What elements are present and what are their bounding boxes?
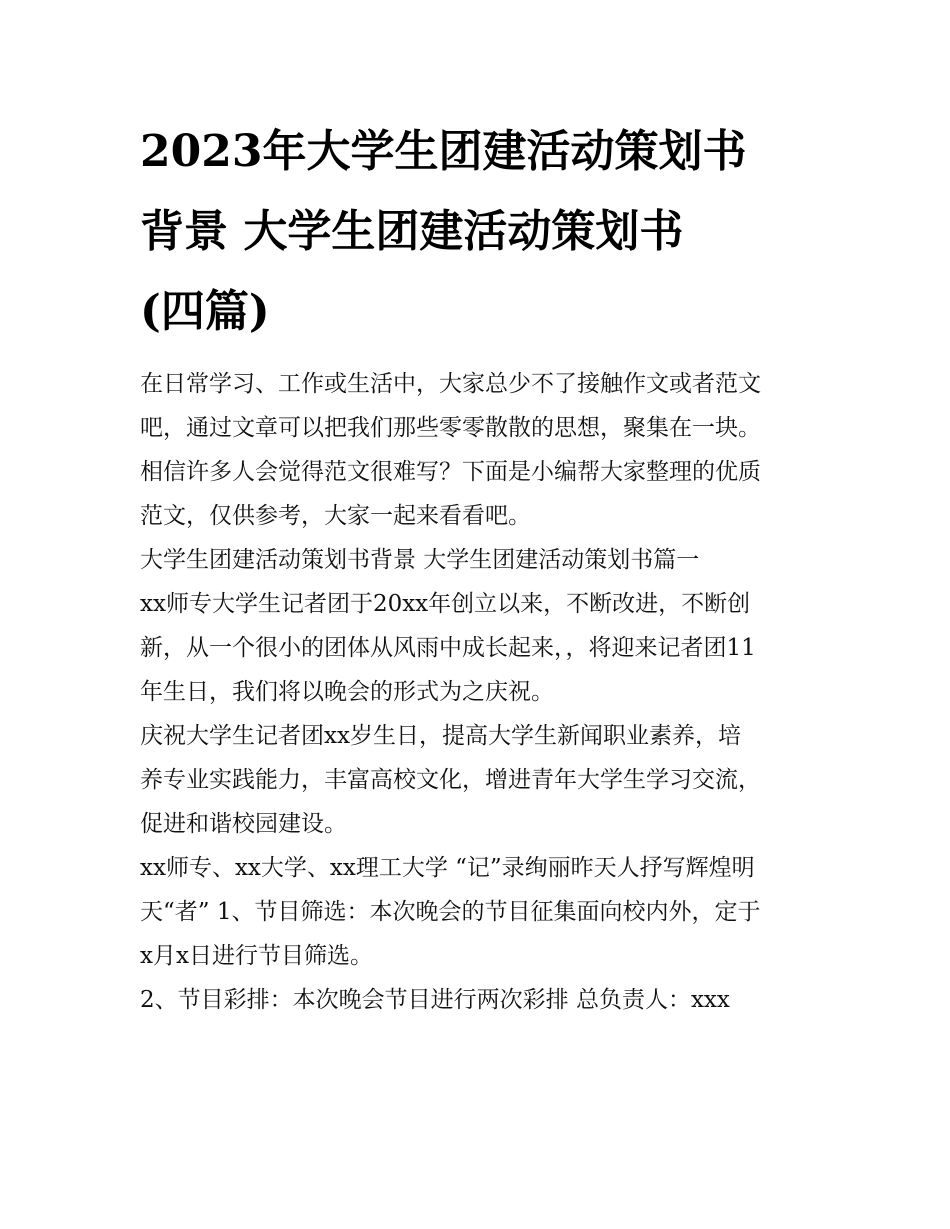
paragraph-line: 2、节目彩排：本次晚会节目进行两次彩排 总负责人：xxx — [140, 987, 730, 1013]
paragraph-rehearsal — [140, 978, 820, 1022]
paragraph-line: xx师专大学生记者团于20xx年创立以来，不断改进，不断创 — [140, 591, 751, 617]
document-content — [140, 112, 820, 1022]
paragraph-line: x月x日进行节目筛选。 — [140, 943, 373, 969]
document-title — [140, 112, 820, 352]
title-line-1: 2023年大学生团建活动策划书 — [140, 126, 747, 177]
section-heading — [140, 538, 820, 582]
paragraph-line: 范文，仅供参考，大家一起来看看吧。 — [140, 503, 531, 529]
paragraph-organizers — [140, 846, 820, 978]
paragraph-line: 促进和谐校园建设。 — [140, 811, 347, 837]
paragraph-background — [140, 582, 820, 714]
paragraph-line: 庆祝大学生记者团xx岁生日，提高大学生新闻职业素养，培 — [140, 723, 741, 749]
paragraph-line: 新，从一个很小的团体从风雨中成长起来，，将迎来记者团11 — [140, 635, 756, 661]
paragraph-line: xx师专、xx大学、xx理工大学 “记”录绚丽昨天人抒写辉煌明 — [140, 855, 755, 881]
paragraph-line: 天“者” 1、节目筛选：本次晚会的节目征集面向校内外，定于 — [140, 899, 761, 925]
paragraph-line: 养专业实践能力，丰富高校文化，增进青年大学生学习交流， — [140, 767, 761, 793]
paragraph-line: 吧，通过文章可以把我们那些零零散散的思想，聚集在一块。 — [140, 415, 761, 441]
paragraph-line: 在日常学习、工作或生活中，大家总少不了接触作文或者范文 — [140, 371, 761, 397]
paragraph-line: 年生日，我们将以晚会的形式为之庆祝。 — [140, 679, 554, 705]
paragraph-purpose — [140, 714, 820, 846]
title-line-2: 背景 大学生团建活动策划书 — [140, 206, 684, 257]
paragraph-line: 相信许多人会觉得范文很难写？下面是小编帮大家整理的优质 — [140, 459, 761, 485]
paragraph-line: 大学生团建活动策划书背景 大学生团建活动策划书篇一 — [140, 547, 700, 573]
title-line-3: (四篇) — [140, 286, 270, 337]
paragraph-intro — [140, 362, 820, 538]
